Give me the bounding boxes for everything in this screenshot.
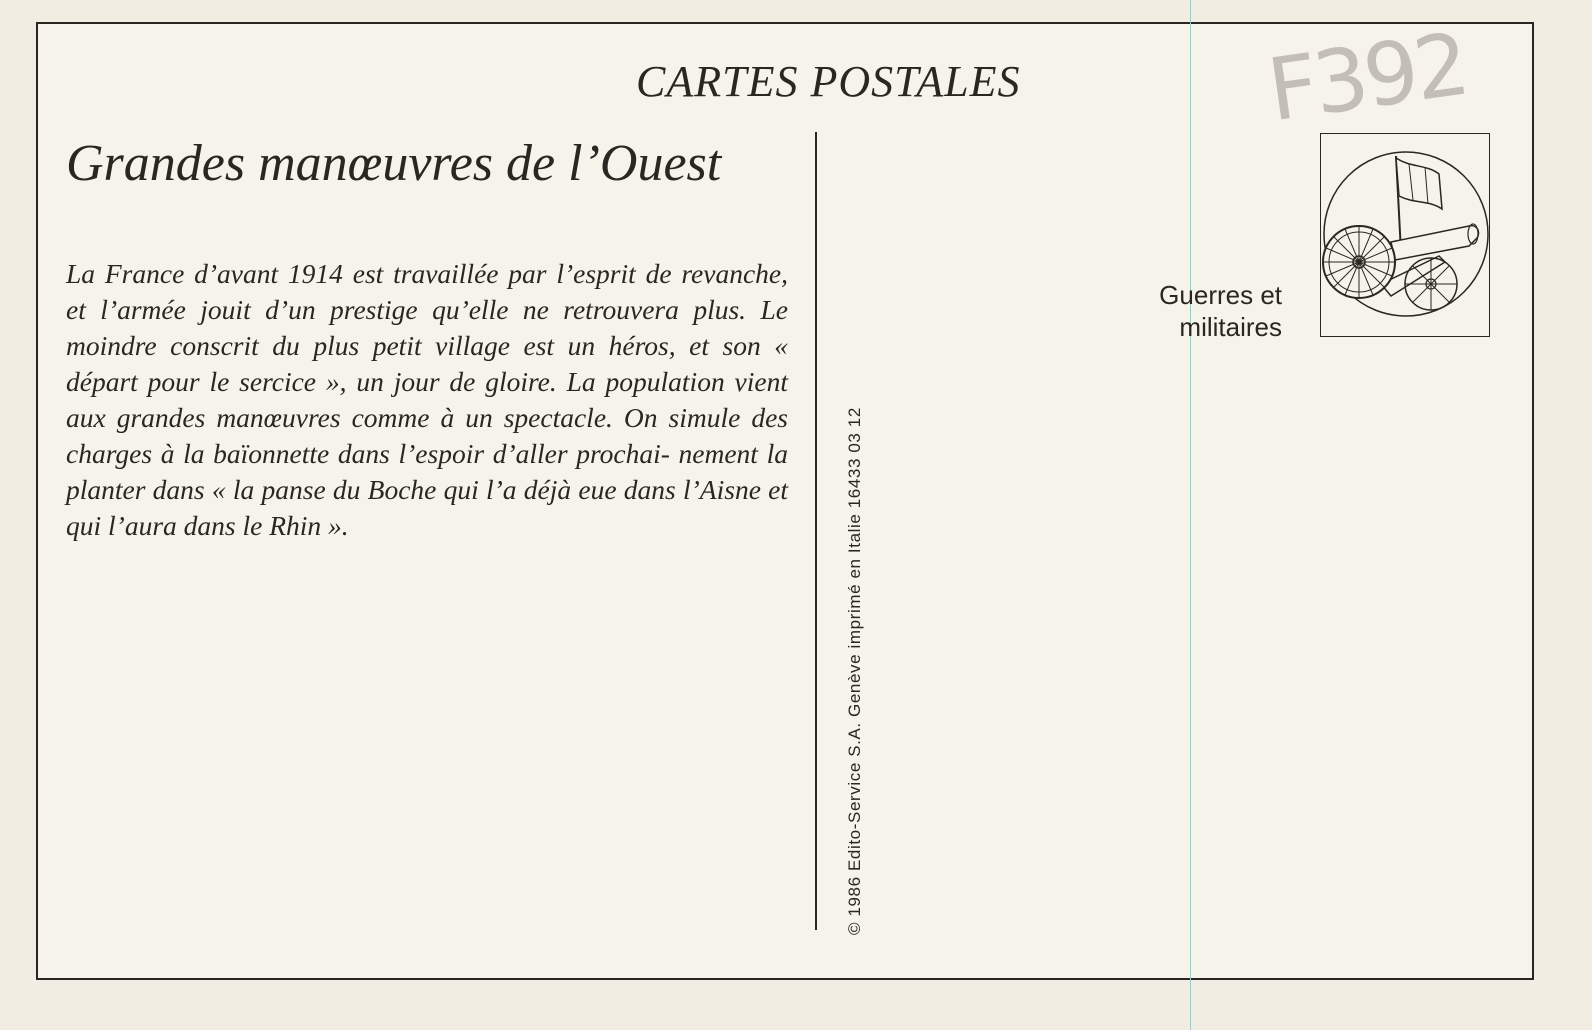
cannon-and-flag-icon: [1321, 134, 1491, 338]
stamp-label-line1: Guerres et: [1159, 280, 1282, 310]
stamp-label-line2: militaires: [1179, 312, 1282, 342]
heading: CARTES POSTALES: [636, 57, 1021, 106]
card-title: Grandes manœuvres de l’Ouest: [66, 135, 722, 192]
guide-line: [1190, 0, 1191, 1030]
vertical-divider: [815, 132, 817, 930]
stamp-label: [1159, 279, 1282, 343]
stamp-box: [1320, 133, 1490, 337]
imprint-text: © 1986 Edito-Service S.A. Genève imprimé en Italie 16433 03 12: [845, 407, 864, 935]
pencil-mark: F392: [1262, 14, 1472, 142]
body-text: La France d’avant 1914 est travaillée par l’esprit de revanche, et l’armée jouit d’un prestige qu’elle ne retrouvera plus. Le moindre conscrit du plus petit village est un héros, et son « départ pour le sercice », un jour de gloire. La population vient aux grandes manœuvres comme à un spectacle. On simule des charges à la baïonnette dans l’espoir d’aller prochai- nement la planter dans « la panse du Boche qui l’a déjà eue dans l’Aisne et qui l’aura dans le Rhin ».: [66, 258, 788, 541]
